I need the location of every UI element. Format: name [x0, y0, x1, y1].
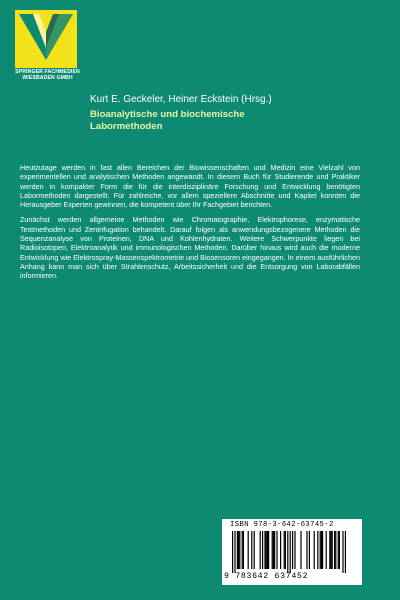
barcode-bar: [237, 531, 238, 569]
barcode-bar: [284, 531, 285, 569]
barcode-bar: [238, 531, 239, 569]
barcode-bar: [292, 531, 293, 569]
publisher-line-2: WIESBADEN GMBH: [22, 75, 73, 81]
barcode-bar: [280, 531, 281, 569]
description-paragraph-1: Heutzutage werden in fast allen Bereichen der Biowissenschaften und Medizin eine Vielzahl von experimentellen und analytischen Methoden angewandt. In diesem Buch für Studierende und Praktiker werden in kompakter Form die für die interdisziplinäre Forschung und Entwicklung benötigten Labormethoden dargestellt. Für zahlreiche, vor allem speziellere Abschnitte und Kapitel konnten die Herausgeber Experten gewinnen, die kompetent über Ihr Fachgebiet berichten.: [20, 163, 360, 210]
barcode-bar: [321, 531, 322, 569]
springer-vieweg-logo-icon: [15, 10, 77, 68]
barcode-bar: [266, 531, 267, 569]
barcode-bar: [285, 531, 286, 569]
barcode-bar: [317, 531, 318, 569]
description-paragraph-2: Zunächst werden allgemeine Methoden wie Chromatographie, Elektrophorese, enzymatische Testmethoden und Zentrifugation behandelt. Darauf folgen als anwendungsbezogenere Methoden die Sequenzanalyse von Proteinen, DNA und Kohlenhydraten. Weitere Schwerpunkte liegen bei Radioisotopen, Elektroanalytik und immunologischen Methoden. Darüber hinaus wird auch die moderne Entwicklung wie Elektrospray-Massenspektrometrie und Biosensoren eingegangen. In einem ausführlichen Anhang kann man sich über Strahlenschutz, Arbeitssicherheit und die Entsorgung von Laborabfällen informieren.: [20, 215, 360, 281]
barcode-bar: [294, 531, 295, 569]
barcode-bar: [329, 531, 330, 569]
barcode-bar: [274, 531, 275, 569]
barcode-bar: [272, 531, 273, 569]
barcode-bar: [342, 531, 343, 573]
barcode-bar: [300, 531, 301, 569]
barcode-bar: [322, 531, 323, 569]
barcode-bar: [268, 531, 269, 569]
book-description: [20, 163, 360, 287]
barcode-bar: [260, 531, 261, 569]
barcode-bar: [306, 531, 307, 569]
barcode-bar: [251, 531, 252, 569]
barcode-bar: [276, 531, 277, 569]
book-title: [90, 109, 245, 133]
book-authors: Kurt E. Geckeler, Heiner Eckstein (Hrsg.): [90, 94, 272, 105]
barcode-bar: [330, 531, 331, 569]
barcode-bar: [232, 531, 233, 573]
barcode-bar: [320, 531, 321, 569]
barcode-bar: [339, 531, 340, 569]
isbn-barcode-block: [222, 519, 362, 585]
barcode-bar: [243, 531, 244, 569]
barcode-bar: [234, 531, 235, 573]
publisher-name: [10, 69, 85, 81]
barcode-bar: [326, 531, 327, 569]
book-title-line-2: Labormethoden: [90, 121, 163, 132]
barcode-bar: [254, 531, 255, 569]
barcode-bar: [338, 531, 339, 569]
barcode-bar: [267, 531, 268, 569]
barcode-number: 9 783642 637452: [224, 572, 309, 581]
barcode-bar: [290, 531, 291, 573]
barcode-bar: [332, 531, 333, 569]
barcode-bar: [248, 531, 249, 569]
barcode-bar: [335, 531, 336, 569]
barcode-bar: [242, 531, 243, 569]
barcode-graphic: [232, 531, 352, 573]
barcode-bar: [287, 531, 288, 573]
barcode-bar: [239, 531, 240, 569]
barcode-bar: [262, 531, 263, 569]
barcode-bar: [334, 531, 335, 569]
barcode-bar: [314, 531, 315, 569]
barcode-bar: [345, 531, 346, 573]
publisher-line-1: SPRINGER FACHMEDIEN: [15, 69, 80, 75]
book-title-line-1: Bioanalytische und biochemische: [90, 109, 245, 120]
isbn-label: ISBN 978-3-642-63745-2: [230, 521, 334, 529]
barcode-bar: [273, 531, 274, 569]
publisher-logo: [15, 10, 77, 68]
barcode-bar: [264, 531, 265, 569]
barcode-bar: [309, 531, 310, 569]
